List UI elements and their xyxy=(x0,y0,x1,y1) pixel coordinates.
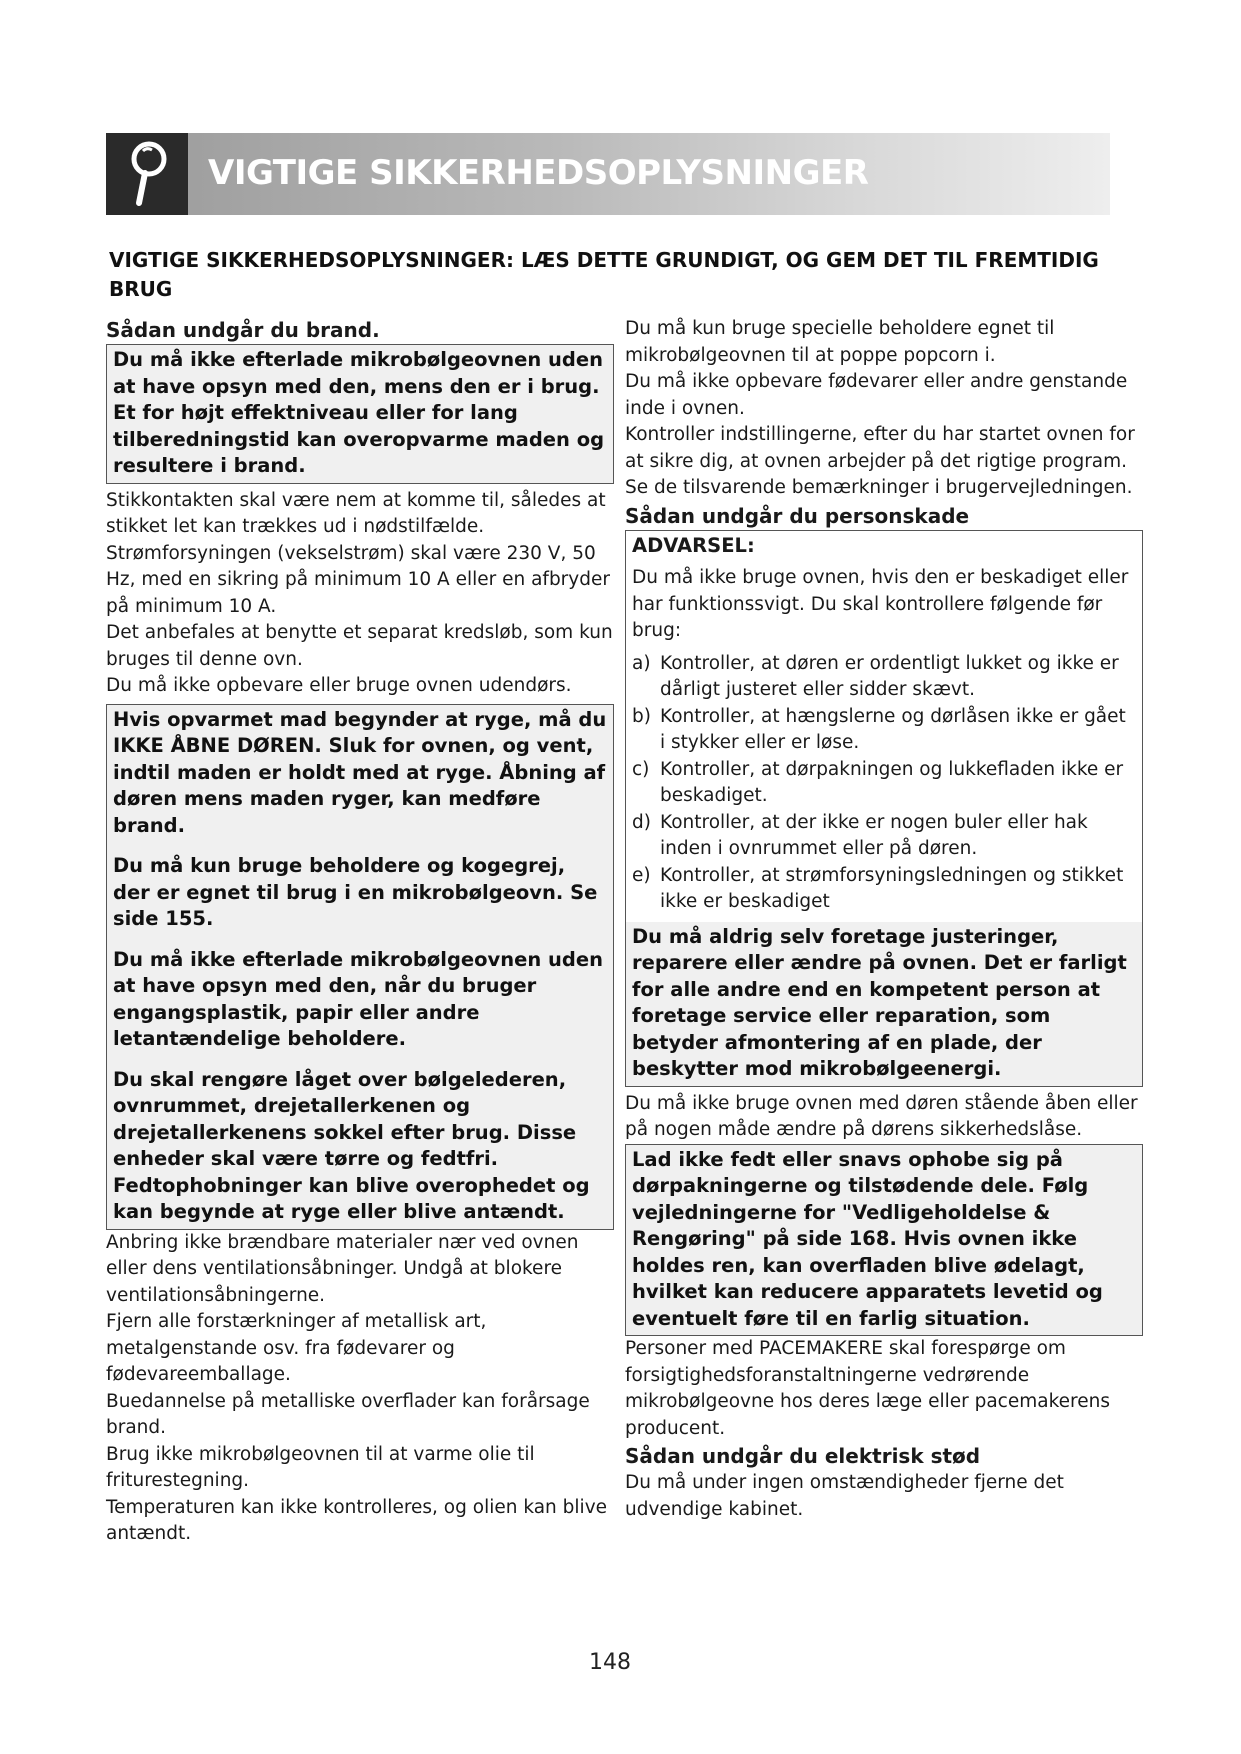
repair-warning-box xyxy=(626,922,1142,1086)
door-paragraph: Du må ikke bruge ovnen med døren stående åben eller på nogen måde ændre på dørens sikkerhedslåse. xyxy=(625,1092,1138,1140)
outdoor-paragraph: Du må ikke opbevare eller bruge ovnen udendørs. xyxy=(106,675,572,696)
list-marker: b) xyxy=(632,705,651,727)
list-item xyxy=(632,810,1136,863)
warning-intro: Du må ikke bruge ovnen, hvis den er beskadiget eller har funktionssvigt. Du skal kontrollere følgende før brug: xyxy=(632,567,1129,641)
grease-warning-text: Lad ikke fedt eller snavs ophobe sig på dørpakningerne og tilstødende dele. Følg vejledningerne for "Vedligeholdelse & Rengøring" på side 168. Hvis ovnen ikke holdes ren, kan overfladen blive ødelagt, hvilket kan reducere apparatets levetid og eventuelt føre til en farlig situation. xyxy=(632,1147,1103,1330)
repair-warning-text: Du må aldrig selv foretage justeringer, reparere eller ændre på ovnen. Det er farligt for alle andre end en kompetent person at foretage service eller reparation, som betyder afmontering af en plade, der beskytter mod mikrobølgeenergi. xyxy=(632,924,1127,1080)
warning-title: ADVARSEL: xyxy=(632,533,755,557)
disposable-warning-text: Du må ikke efterlade mikrobølgeovnen uden at have opsyn med den, når du bruger engangsplastik, papir eller andre letantændelige beholdere. xyxy=(113,947,603,1050)
storage-paragraph: Du må ikke opbevare fødevarer eller andre genstande inde i ovnen. xyxy=(625,371,1128,419)
list-item xyxy=(632,757,1136,810)
containers-warning-text: Du må kun bruge beholdere og kogegrej, der er egnet til brug i en mikrobølgeovn. Se side 155. xyxy=(113,854,598,930)
popcorn-paragraph: Du må kun bruge specielle beholdere egnet til mikrobølgeovnen til at poppe popcorn i. xyxy=(625,318,1055,366)
page-number: 148 xyxy=(589,1650,631,1675)
list-text: Kontroller, at strømforsyningsledningen og stikket ikke er beskadiget xyxy=(660,864,1124,912)
fire-warning-box xyxy=(106,344,614,484)
fire-warning-text: Du må ikke efterlade mikrobølgeovnen uden at have opsyn med den, mens den er i brug. Et for højt effektniveau eller for lang tilberedningstid kan overopvarme maden og resultere i brand. xyxy=(113,348,605,477)
list-text: Kontroller, at dørpakningen og lukkefladen ikke er beskadiget. xyxy=(660,758,1124,806)
circuit-paragraph: Det anbefales at benytte et separat kredsløb, som kun bruges til denne ovn. xyxy=(106,622,613,670)
power-supply-paragraph: Strømforsyningen (vekselstrøm) skal være 230 V, 50 Hz, med en sikring på minimum 10 A eller en afbryder på minimum 10 A. xyxy=(106,542,610,617)
list-item xyxy=(632,863,1136,916)
smoke-warning-box xyxy=(106,704,614,1230)
pacemaker-paragraph: Personer med PACEMAKERE skal forespørge om forsigtighedsforanstaltningerne vedrørende mikrobølgeovne hos deres læge eller pacemakerens producent. xyxy=(625,1338,1110,1439)
list-marker: d) xyxy=(632,811,651,833)
attention-icon-box xyxy=(106,133,188,215)
section-banner xyxy=(106,133,1110,215)
list-item xyxy=(632,651,1136,704)
socket-paragraph: Stikkontakten skal være nem at komme til, således at stikket let kan trækkes ud i nødstilfælde. xyxy=(106,489,606,537)
attention-icon xyxy=(125,141,169,207)
subheading-shock: Sådan undgår du elektrisk stød xyxy=(625,1444,981,1468)
list-item xyxy=(632,704,1136,757)
list-marker: c) xyxy=(632,758,650,780)
grease-warning-box xyxy=(625,1144,1143,1337)
oil-paragraph: Brug ikke mikrobølgeovnen til at varme olie til friturestegning. xyxy=(106,1443,535,1491)
list-marker: a) xyxy=(632,652,651,674)
list-text: Kontroller, at der ikke er nogen buler eller hak inden i ovnrummet eller på døren. xyxy=(660,811,1088,859)
cleaning-warning-text: Du skal rengøre låget over bølgelederen, ovnrummet, drejetallerkenen og drejetallerkenens sokkel efter brug. Disse enheder skal være tørre og fedtfri. Fedtophobninger kan blive overophedet og kan begynde at ryge eller blive antændt. xyxy=(113,1067,590,1223)
checklist xyxy=(632,651,1136,916)
flammable-paragraph: Anbring ikke brændbare materialer nær ved ovnen eller dens ventilationsåbninger. Undgå at blokere ventilationsåbningerne. xyxy=(106,1231,579,1306)
page-heading: VIGTIGE SIKKERHEDSOPLYSNINGER: LÆS DETTE GRUNDIGT, OG GEM DET TIL FREMTIDIG BRUG xyxy=(109,248,1099,301)
settings-paragraph: Kontroller indstillingerne, efter du har startet ovnen for at sikre dig, at ovnen arbejder på det rigtige program. Se de tilsvarende bemærkninger i brugervejledningen. xyxy=(625,424,1135,498)
banner-title: VIGTIGE SIKKERHEDSOPLYSNINGER xyxy=(208,153,869,193)
subheading-fire: Sådan undgår du brand. xyxy=(106,318,380,342)
arcing-paragraph: Buedannelse på metalliske overflader kan forårsage brand. xyxy=(106,1390,590,1438)
list-text: Kontroller, at døren er ordentligt lukket og ikke er dårligt justeret eller sidder skævt. xyxy=(660,652,1119,700)
metal-paragraph: Fjern alle forstærkninger af metallisk art, metalgenstande osv. fra fødevarer og fødevareemballage. xyxy=(106,1311,487,1385)
temperature-paragraph: Temperaturen kan ikke kontrolleres, og olien kan blive antændt. xyxy=(106,1496,608,1544)
cabinet-paragraph: Du må under ingen omstændigheder fjerne det udvendige kabinet. xyxy=(625,1472,1064,1520)
warning-box xyxy=(625,530,1143,1087)
list-marker: e) xyxy=(632,864,651,886)
subheading-injury: Sådan undgår du personskade xyxy=(625,503,970,528)
left-column xyxy=(106,316,614,1548)
list-text: Kontroller, at hængslerne og dørlåsen ikke er gået i stykker eller er løse. xyxy=(660,705,1126,753)
smoke-warning-text: Hvis opvarmet mad begynder at ryge, må du IKKE ÅBNE DØREN. Sluk for ovnen, og vent, indtil maden er holdt med at ryge. Åbning af døren mens maden ryger, kan medføre brand. xyxy=(113,707,607,837)
right-column xyxy=(625,316,1143,1523)
